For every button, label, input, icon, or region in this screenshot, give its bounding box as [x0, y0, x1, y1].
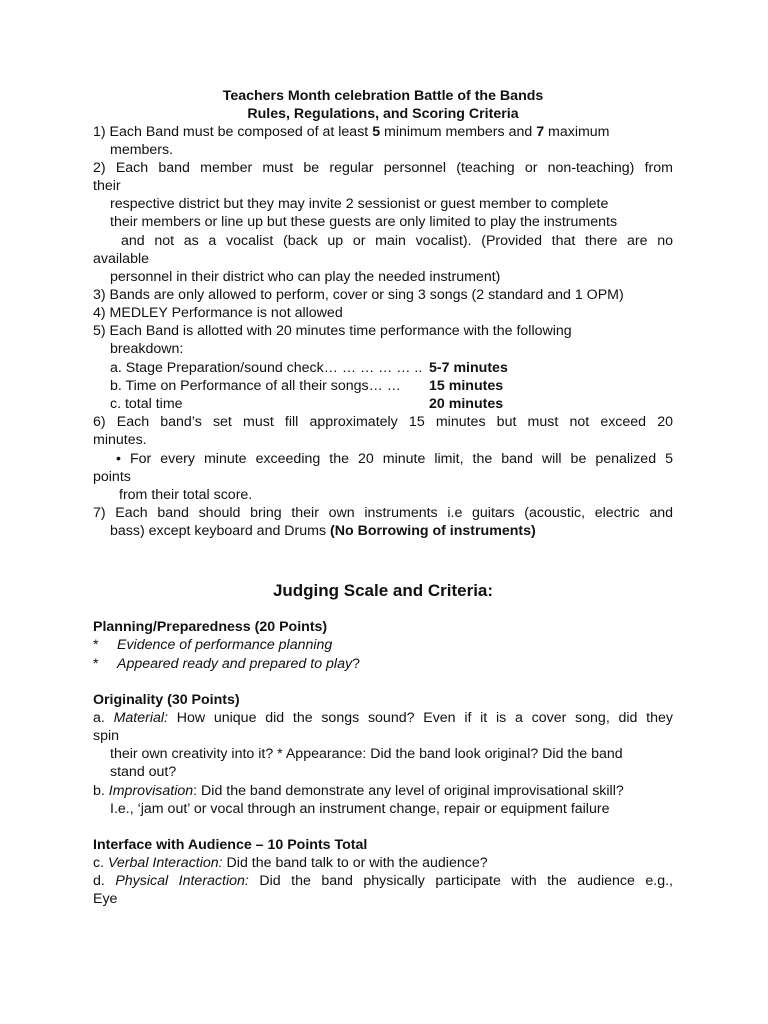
rule-5-line-1: 5) Each Band is allotted with 20 minutes time performance with the following	[93, 323, 572, 339]
rule-6-bullet: • For every minute exceeding the 20 minute limit, the band will be penalized 5	[116, 451, 673, 467]
rule-7-line-2	[110, 522, 690, 540]
planning-item-1	[93, 636, 673, 654]
rule-1-line-2: members.	[110, 142, 174, 158]
breakdown-a-label: a. Stage Preparation/sound check… … … … … ..	[110, 360, 423, 376]
planning-item-2	[93, 655, 673, 673]
rule-2-line-7: personnel in their district who can play the needed instrument)	[110, 269, 501, 285]
breakdown-b-value: 15 minutes	[429, 378, 504, 394]
item-label: a.	[93, 710, 114, 726]
max-members-value: 7	[536, 124, 545, 140]
rule-5-line-2: breakdown:	[110, 341, 184, 357]
rule-2-line-1: 2) Each band member must be regular personnel (teaching or non-teaching) from	[93, 160, 673, 176]
originality-b-line-1	[93, 782, 673, 800]
rule-6-line-2: minutes.	[93, 432, 147, 448]
originality-a-line-2: spin	[93, 728, 120, 744]
improvisation-text: : Did the band demonstrate any level of original improvisational skill?	[193, 783, 624, 799]
interface-d-line-1	[93, 872, 673, 890]
rule-6-line-1: 6) Each band’s set must fill approximately 15 minutes but must not exceed 20	[93, 414, 673, 430]
rule-2-line-5: and not as a vocalist (back up or main vocalist). (Provided that there are no	[121, 233, 673, 249]
rule-2-line-6: available	[93, 251, 150, 267]
breakdown-item-a	[110, 359, 690, 377]
breakdown-c-label: c. total time	[110, 396, 183, 412]
physical-term: Physical Interaction:	[115, 873, 249, 889]
originality-title: Originality (30 Points)	[93, 692, 240, 708]
rule-1-text: 1) Each Band must be composed of at least	[93, 124, 373, 140]
item-label: d.	[93, 873, 116, 889]
rule-6-line-4: points	[93, 469, 131, 485]
breakdown-item-b	[110, 377, 690, 395]
verbal-text: Did the band talk to or with the audience?	[222, 855, 488, 871]
rule-1-line-1	[93, 123, 673, 141]
rule-2-line-4: their members or line up but these guests are only limited to play the instruments	[110, 214, 618, 230]
rule-2-line-3: respective district but they may invite 2 sessionist or guest member to complete	[110, 196, 609, 212]
rule-1-text-end: maximum	[544, 124, 610, 140]
no-borrowing-note: (No Borrowing of instruments)	[330, 523, 536, 539]
breakdown-c-value: 20 minutes	[429, 396, 504, 412]
originality-b-line-2: I.e., ‘jam out’ or vocal through an instrument change, repair or equipment failure	[110, 801, 610, 817]
document-title: Teachers Month celebration Battle of the Bands	[222, 88, 544, 104]
material-text: How unique did the songs sound? Even if it is a cover song, did they	[167, 710, 673, 726]
breakdown-a-value: 5-7 minutes	[429, 360, 508, 376]
planning-item-2-end: ?	[352, 656, 360, 672]
breakdown-b-label: b. Time on Performance of all their songs… …	[110, 378, 401, 394]
interface-d-line-2: Eye	[93, 891, 118, 907]
item-label: b.	[93, 783, 109, 799]
originality-a-line-4: stand out?	[110, 764, 177, 780]
item-label: c.	[93, 855, 108, 871]
breakdown-item-c	[110, 395, 690, 413]
planning-title: Planning/Preparedness (20 Points)	[93, 619, 328, 635]
verbal-term: Verbal Interaction:	[107, 855, 223, 871]
bullet-asterisk: *	[93, 656, 99, 672]
rule-2-line-2: their	[93, 178, 121, 194]
originality-a-line-3: their own creativity into it? * Appearance: Did the band look original? Did the band	[110, 746, 623, 762]
planning-item-1-text: Evidence of performance planning	[117, 637, 333, 653]
rule-3: 3) Bands are only allowed to perform, cover or sing 3 songs (2 standard and 1 OPM)	[93, 287, 624, 303]
rule-6-line-5: from their total score.	[119, 487, 253, 503]
interface-title: Interface with Audience – 10 Points Total	[93, 837, 368, 853]
rule-7-text: bass) except keyboard and Drums	[110, 523, 331, 539]
bullet-asterisk: *	[93, 637, 99, 653]
rule-7-line-1: 7) Each band should bring their own instruments i.e guitars (acoustic, electric and	[93, 505, 673, 521]
material-term: Material:	[113, 710, 168, 726]
min-members-value: 5	[372, 124, 381, 140]
judging-heading: Judging Scale and Criteria:	[272, 581, 494, 600]
rule-4: 4) MEDLEY Performance is not allowed	[93, 305, 343, 321]
document-subtitle: Rules, Regulations, and Scoring Criteria	[247, 106, 519, 122]
physical-text: Did the band physically participate with the audience e.g.,	[248, 873, 673, 889]
planning-item-2-text: Appeared ready and prepared to play	[117, 656, 353, 672]
rule-1-text-mid: minimum members and	[380, 124, 537, 140]
interface-c	[93, 854, 673, 872]
improvisation-term: Improvisation	[108, 783, 194, 799]
originality-a-line-1	[93, 709, 673, 727]
